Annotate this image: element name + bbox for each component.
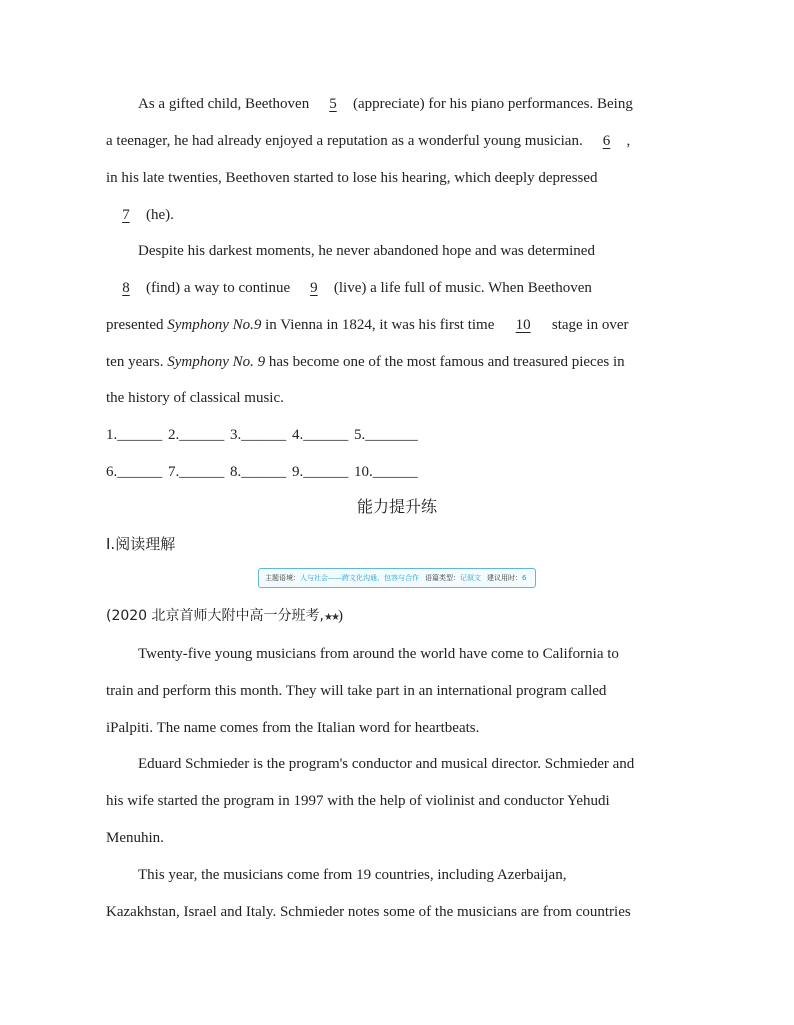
symphony-title: Symphony No. 9 [167, 354, 266, 370]
p1-line-2 [106, 131, 630, 151]
blank-8: 8 [122, 280, 130, 296]
text: , [626, 133, 631, 149]
p3-line-1: Twenty-five young musicians from around the world have come to California to [138, 646, 619, 662]
p2-line-5: the history of classical music. [106, 390, 284, 406]
symphony-title: Symphony No.9 [167, 317, 262, 333]
source-line [106, 606, 343, 628]
p5-line-2: Kazakhstan, Israel and Italy. Schmieder notes some of the musicians are from countries [106, 904, 631, 920]
banner-label: 建议用时： [487, 574, 522, 582]
text: (live) a life full of music. When Beethoven [333, 280, 592, 296]
p2-line-4 [106, 352, 625, 372]
text: (appreciate) for his piano performances. Being [352, 96, 633, 112]
blank-9: 9 [310, 280, 318, 296]
p4-line-1: Eduard Schmieder is the program's conductor and musical director. Schmieder and [138, 756, 635, 772]
difficulty-stars-icon: ★★ [324, 612, 338, 623]
p1-line-1 [138, 94, 633, 114]
text: a teenager, he had already enjoyed a reputation as a wonderful young musician. [106, 133, 587, 149]
source-text: (2020 北京首师大附中高一分班考, [106, 608, 324, 624]
topic-banner [258, 568, 536, 588]
blank-6: 6 [602, 133, 611, 149]
text: in Vienna in 1824, it was his first time [261, 317, 499, 333]
blank-5: 5 [329, 96, 337, 112]
p3-line-3: iPalpiti. The name comes from the Italian word for heartbeats. [106, 720, 480, 736]
p2-line-2 [106, 278, 592, 298]
banner-label: 主题语境： [265, 574, 300, 582]
p1-line-4 [106, 205, 174, 225]
text: ten years. [106, 354, 168, 370]
text: ) [337, 608, 343, 624]
p2-line-3 [106, 315, 629, 335]
banner-value: 记叙文 [460, 574, 481, 582]
answer-row-2: 6.______ 7.______ 8.______ 9.______ 10.______ [106, 464, 418, 480]
answer-row-1: 1.______ 2.______ 3.______ 4.______ 5._______ [106, 427, 418, 443]
blank-7: 7 [122, 207, 130, 223]
p5-line-1: This year, the musicians come from 19 countries, including Azerbaijan, [138, 867, 567, 883]
p4-line-2: his wife started the program in 1997 with the help of violinist and conductor Yehudi [106, 793, 610, 809]
p2-line-1: Despite his darkest moments, he never abandoned hope and was determined [138, 243, 595, 259]
text: As a gifted child, Beethoven [138, 96, 313, 112]
p4-line-3: Menuhin. [106, 830, 164, 846]
text: (he). [146, 207, 174, 223]
banner-label: 语篇类型： [425, 574, 460, 582]
text: has become one of the most famous and treasured pieces in [265, 354, 625, 370]
p1-line-3: in his late twenties, Beethoven started to lose his hearing, which deeply depressed [106, 170, 598, 186]
p3-line-2: train and perform this month. They will take part in an international program called [106, 683, 607, 699]
text: presented [106, 317, 168, 333]
banner-value: 6 [522, 574, 527, 582]
section-title: 能力提升练 [356, 497, 437, 516]
blank-10: 10 [515, 317, 531, 333]
text: (find) a way to continue [146, 280, 294, 296]
banner-value: 人与社会——跨文化沟通、包容与合作 [300, 574, 419, 582]
reading-comprehension-heading: Ⅰ.阅读理解 [106, 535, 176, 553]
text: stage in over [548, 317, 629, 333]
